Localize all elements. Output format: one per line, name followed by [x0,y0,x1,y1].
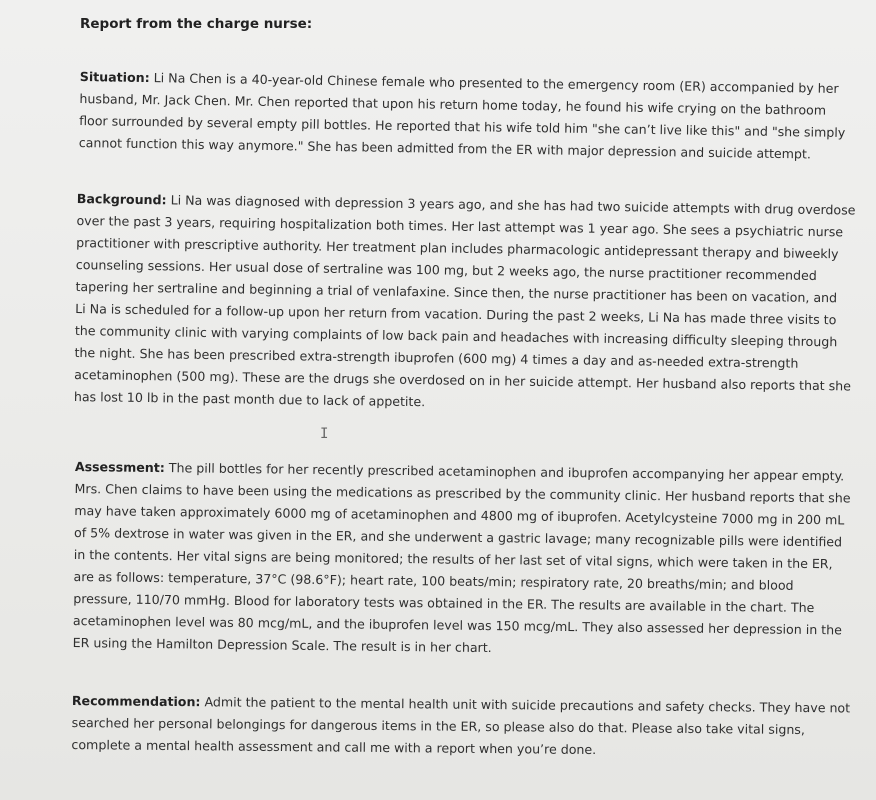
assessment-line-4: of 5% dextrose in water was given in the ER, and she underwent a gastric lavage; many recognizable pills were identified [73,524,843,550]
assessment-line-3: may have taken approximately 6000 mg of acetaminophen and 4800 mg of ibuprofen. Acetylcysteine 7000 mg in 200 mL [74,502,845,528]
situation-section [79,66,846,166]
report-title: Report from the charge nurse: [80,16,313,32]
background-line-5: tapering her sertraline and beginning a trial of venlafaxine. Since then, the nurse practitioner has been on vacation, and [75,278,838,306]
background-line-3: practitioner with prescriptive authority. Her treatment plan includes pharmacologic antidepressant therapy and biweekly [76,234,839,262]
situation-line-2: husband, Mr. Jack Chen. Mr. Chen reported that upon his return home today, he found his wife crying on the bathroom [79,90,827,118]
background-line-8: the night. She has been prescribed extra-strength ibuprofen (600 mg) 4 times a day and as-needed extra-strength [74,344,799,371]
background-line-7: the community clinic with varying complaints of low back pain and headaches with increasing difficulty sleeping through [74,322,838,350]
recommendation-section [71,690,850,763]
situation-line-4: cannot function this way anymore." She has been admitted from the ER with major depression and suicide attempt. [78,134,812,162]
recommendation-line-1: Recommendation: Admit the patient to the mental health unit with suicide precautions and safety checks. They have not [71,692,851,716]
text-cursor-icon: I [320,426,329,442]
assessment-line-8: acetaminophen level was 80 mcg/mL, and the ibuprofen level was 150 mcg/mL. They also assessed her depression in the [72,612,842,638]
background-line-6: Li Na is scheduled for a follow-up upon her return from vacation. During the past 2 weeks, Li Na has made three visits to [75,300,837,328]
recommendation-line-3: complete a mental health assessment and call me with a report when you’re done. [71,736,597,758]
assessment-line-1: Assessment: The pill bottles for her recently prescribed acetaminophen and ibuprofen accompanying her appear empty. [74,458,845,484]
assessment-line-6: are as follows: temperature, 37°C (98.6°F); heart rate, 100 beats/min; respiratory rate, 20 breaths/min; and blood [73,568,794,593]
background-line-9: acetaminophen (500 mg). These are the drugs she overdosed on in her suicide attempt. Her husband also reports that she [74,366,852,394]
background-line-4: counseling sessions. Her usual dose of sertraline was 100 mg, but 2 weeks ago, the nurse practitioner recommended [75,256,817,283]
situation-line-3: floor surrounded by several empty pill bottles. He reported that his wife told him "she can’t live like this" and "she simply [79,112,846,141]
background-line-1: Background: Li Na was diagnosed with depression 3 years ago, and she has had two suicide attempts with drug overdose [76,190,856,218]
assessment-line-2: Mrs. Chen claims to have been using the medications as prescribed by the community clinic. Her husband reports that she [74,480,851,506]
background-line-2: over the past 3 years, requiring hospitalization both times. Her last attempt was 1 year ago. She sees a psychiatric nurse [76,212,844,240]
assessment-line-9: ER using the Hamilton Depression Scale. The result is in her chart. [72,634,492,656]
background-line-10: has lost 10 lb in the past month due to lack of appetite. [73,388,426,410]
recommendation-label: Recommendation: [71,692,201,710]
assessment-label: Assessment: [74,458,165,476]
recommendation-line-2: searched her personal belongings for dangerous items in the ER, so please also do that. Please also take vital signs, [71,714,805,738]
background-label: Background: [76,190,167,208]
situation-line-1: Situation: Li Na Chen is a 40-year-old Chinese female who presented to the emergency room (ER) accompanied by her [79,68,839,96]
assessment-line-7: pressure, 110/70 mmHg. Blood for laboratory tests was obtained in the ER. The results are available in the chart. The [73,590,815,616]
assessment-line-5: in the contents. Her vital signs are being monitored; the results of her last set of vital signs, which were taken in the ER, [73,546,833,572]
situation-label: Situation: [79,68,150,86]
assessment-section [73,456,851,663]
background-section [74,188,856,420]
